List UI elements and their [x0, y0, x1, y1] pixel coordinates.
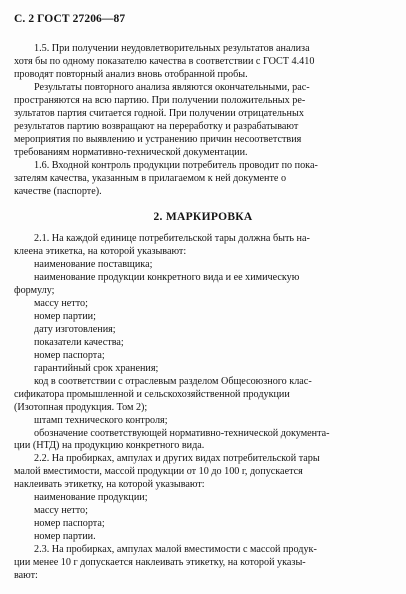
- text-line: штамп технического контроля;: [34, 414, 168, 426]
- text-line: сификатора промышленной и сельскохозяйственной продукции: [14, 388, 290, 400]
- text-line: хотя бы по одному показателю качества в соответствии с ГОСТ 4.410: [14, 56, 315, 67]
- text-line: 1.5. При получении неудовлетворительных результатов анализа: [34, 43, 310, 54]
- text-line: пространяются на всю партию. При получении положительных ре-: [14, 94, 306, 106]
- text-line: гарантийный срок хранения;: [34, 362, 159, 374]
- text-line: 2.3. На пробирках, ампулах малой вместимости с массой продук-: [34, 544, 317, 556]
- text-line: клеена этикетка, на которой указывают:: [14, 246, 187, 257]
- text-line: (Изотопная продукция. Том 2);: [14, 401, 148, 413]
- section-heading: 2. МАРКИРОВКА: [153, 210, 253, 223]
- text-line: формулу;: [14, 284, 55, 296]
- text-line: код в соответствии с отраслевым разделом Общесоюзного клас-: [34, 375, 312, 387]
- text-line: наклеивать этикетку, на которой указывают:: [14, 479, 205, 491]
- text-line: вают:: [14, 570, 38, 581]
- text-line: ции менее 10 г допускается наклеивать этикетку, на которой указы-: [14, 557, 306, 568]
- page-header: С. 2 ГОСТ 27206—87: [14, 13, 126, 25]
- text-line: 2.2. На пробирках, ампулах и других видах потребительской тары: [34, 453, 320, 465]
- text-line: массу нетто;: [34, 505, 88, 517]
- text-line: массу нетто;: [34, 297, 88, 309]
- text-line: ции (НТД) на продукцию конкретного вида.: [14, 440, 205, 452]
- text-line: показатели качества;: [34, 336, 124, 348]
- text-line: зателям качества, указанным в прилагаемом к ней документе о: [14, 172, 287, 184]
- text-line: проводят повторный анализ вновь отобранной пробы.: [14, 68, 248, 80]
- text-line: дату изготовления;: [34, 323, 116, 335]
- text-line: номер паспорта;: [34, 349, 105, 361]
- text-line: зультатов партия считается годной. При получении отрицательных: [14, 107, 304, 119]
- text-line: результатов партию возвращают на переработку и разрабатывают: [14, 120, 299, 132]
- text-line: номер партии;: [34, 310, 96, 322]
- text-line: наименование поставщика;: [34, 259, 153, 270]
- text-line: 1.6. Входной контроль продукции потребитель проводит по пока-: [34, 159, 318, 171]
- text-line: требованиям нормативно-технической документации.: [14, 146, 248, 158]
- text-line: обозначение соответствующей нормативно-технической документа-: [34, 427, 330, 439]
- text-line: наименование продукции;: [34, 492, 148, 504]
- text-line: Результаты повторного анализа являются окончательными, рас-: [34, 81, 310, 93]
- text-line: номер партии.: [34, 531, 96, 543]
- text-line: 2.1. На каждой единице потребительской тары должна быть на-: [34, 233, 310, 245]
- text-line: номер паспорта;: [34, 518, 105, 530]
- text-line: мероприятия по выявлению и устранению причин несоответствия: [14, 133, 302, 145]
- text-line: качестве (паспорте).: [14, 185, 102, 197]
- text-line: наименование продукции конкретного вида и ее химическую: [34, 271, 300, 283]
- text-line: малой вместимости, массой продукции от 10 до 100 г, допускается: [14, 466, 303, 478]
